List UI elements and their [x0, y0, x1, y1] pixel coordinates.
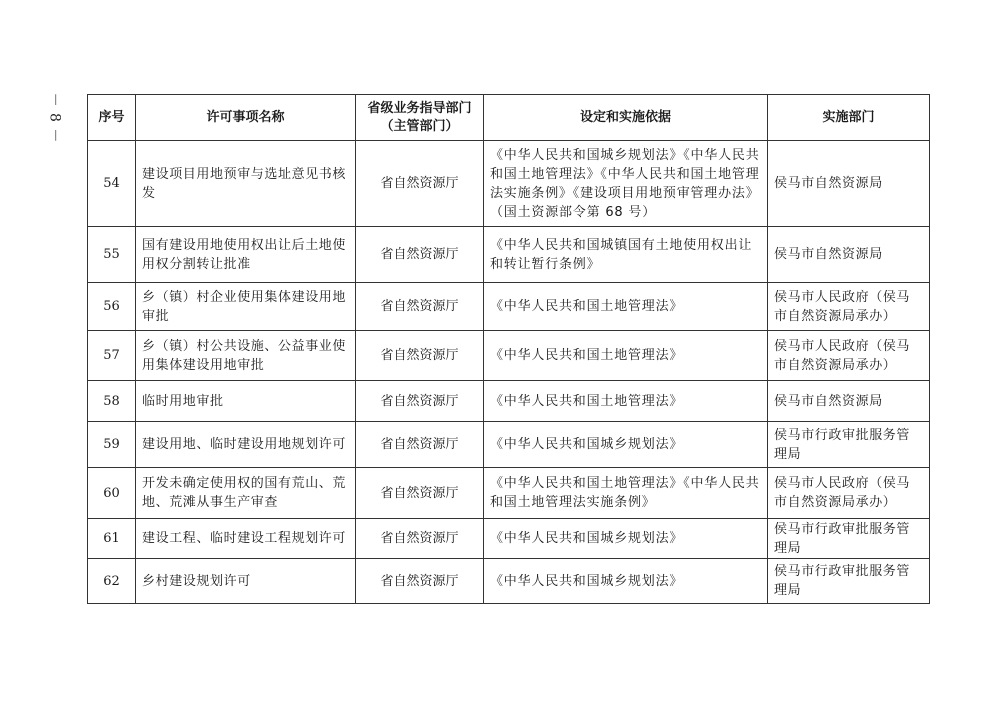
- cell-impl: 侯马市自然资源局: [768, 381, 930, 422]
- page-number-text: － 8 －: [46, 92, 62, 144]
- cell-dept: 省自然资源厅: [356, 559, 484, 604]
- table-row: [88, 141, 930, 227]
- cell-impl: 侯马市行政审批服务管理局: [768, 519, 930, 559]
- permit-table: [87, 94, 930, 604]
- cell-dept: 省自然资源厅: [356, 141, 484, 227]
- cell-basis: 《中华人民共和国城乡规划法》: [484, 422, 768, 468]
- cell-name: 建设项目用地预审与选址意见书核发: [136, 141, 356, 227]
- cell-no: 62: [88, 559, 136, 604]
- table-row: [88, 422, 930, 468]
- cell-name: 乡（镇）村公共设施、公益事业使用集体建设用地审批: [136, 331, 356, 381]
- table-row: [88, 468, 930, 519]
- cell-dept: 省自然资源厅: [356, 283, 484, 331]
- cell-dept: 省自然资源厅: [356, 422, 484, 468]
- cell-basis: 《中华人民共和国城乡规划法》《中华人民共和国土地管理法》《中华人民共和国土地管理法实施条例》《建设项目用地预审管理办法》（国土资源部令第 68 号）: [484, 141, 768, 227]
- cell-dept: 省自然资源厅: [356, 519, 484, 559]
- cell-name: 乡村建设规划许可: [136, 559, 356, 604]
- cell-impl: 侯马市人民政府（侯马市自然资源局承办）: [768, 283, 930, 331]
- table-row: [88, 283, 930, 331]
- cell-name: 临时用地审批: [136, 381, 356, 422]
- cell-basis: 《中华人民共和国土地管理法》《中华人民共和国土地管理法实施条例》: [484, 468, 768, 519]
- cell-no: 58: [88, 381, 136, 422]
- cell-no: 60: [88, 468, 136, 519]
- header-no: 序号: [88, 95, 136, 141]
- table-row: [88, 559, 930, 604]
- cell-no: 59: [88, 422, 136, 468]
- table-header-row: [88, 95, 930, 141]
- cell-basis: 《中华人民共和国土地管理法》: [484, 381, 768, 422]
- header-impl: 实施部门: [768, 95, 930, 141]
- cell-no: 54: [88, 141, 136, 227]
- table-row: [88, 331, 930, 381]
- cell-basis: 《中华人民共和国土地管理法》: [484, 283, 768, 331]
- page-number: [44, 92, 66, 144]
- cell-name: 国有建设用地使用权出让后土地使用权分割转让批准: [136, 227, 356, 283]
- cell-no: 61: [88, 519, 136, 559]
- cell-name: 乡（镇）村企业使用集体建设用地审批: [136, 283, 356, 331]
- cell-basis: 《中华人民共和国城镇国有土地使用权出让和转让暂行条例》: [484, 227, 768, 283]
- cell-impl: 侯马市自然资源局: [768, 141, 930, 227]
- cell-dept: 省自然资源厅: [356, 468, 484, 519]
- cell-name: 建设工程、临时建设工程规划许可: [136, 519, 356, 559]
- cell-basis: 《中华人民共和国城乡规划法》: [484, 519, 768, 559]
- cell-impl: 侯马市行政审批服务管理局: [768, 559, 930, 604]
- cell-dept: 省自然资源厅: [356, 331, 484, 381]
- cell-basis: 《中华人民共和国土地管理法》: [484, 331, 768, 381]
- table-row: [88, 519, 930, 559]
- cell-impl: 侯马市人民政府（侯马市自然资源局承办）: [768, 331, 930, 381]
- cell-impl: 侯马市自然资源局: [768, 227, 930, 283]
- cell-dept: 省自然资源厅: [356, 381, 484, 422]
- table-row: [88, 381, 930, 422]
- cell-no: 57: [88, 331, 136, 381]
- cell-name: 建设用地、临时建设用地规划许可: [136, 422, 356, 468]
- table-row: [88, 227, 930, 283]
- cell-basis: 《中华人民共和国城乡规划法》: [484, 559, 768, 604]
- cell-no: 56: [88, 283, 136, 331]
- cell-dept: 省自然资源厅: [356, 227, 484, 283]
- cell-impl: 侯马市行政审批服务管理局: [768, 422, 930, 468]
- cell-name: 开发未确定使用权的国有荒山、荒地、荒滩从事生产审查: [136, 468, 356, 519]
- cell-no: 55: [88, 227, 136, 283]
- cell-impl: 侯马市人民政府（侯马市自然资源局承办）: [768, 468, 930, 519]
- header-name: 许可事项名称: [136, 95, 356, 141]
- header-basis: 设定和实施依据: [484, 95, 768, 141]
- header-dept: 省级业务指导部门（主管部门）: [356, 95, 484, 141]
